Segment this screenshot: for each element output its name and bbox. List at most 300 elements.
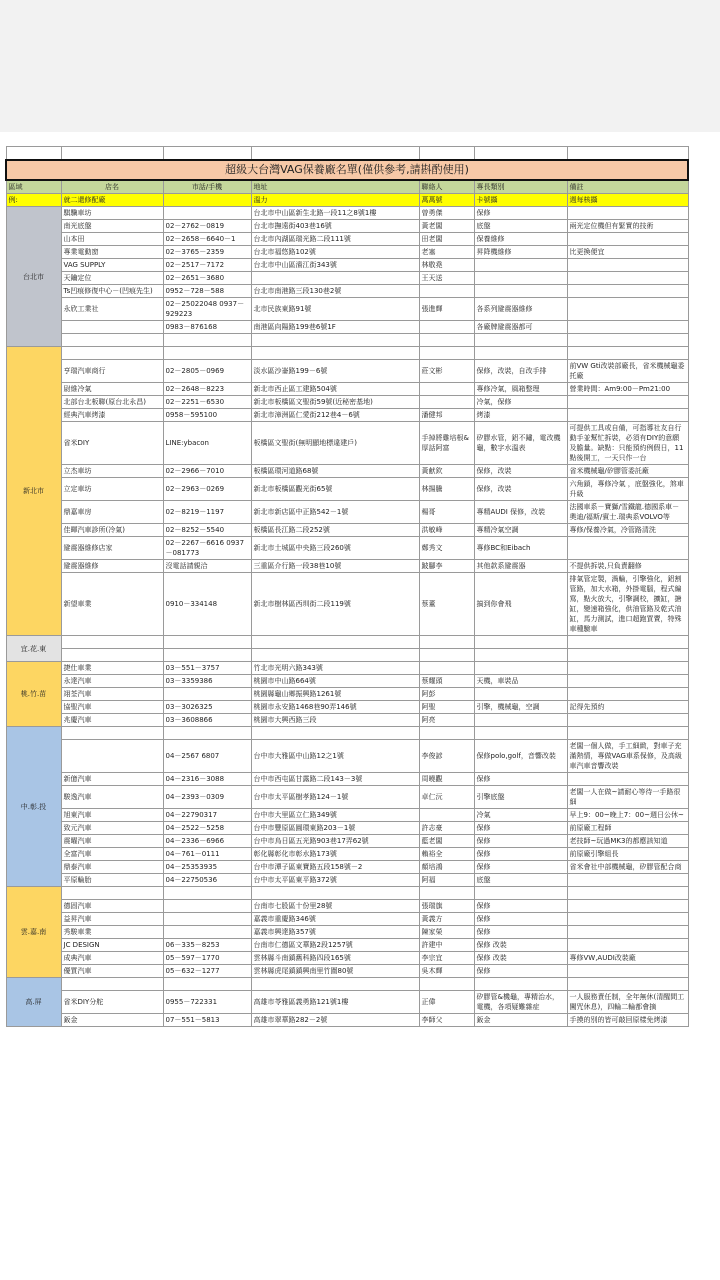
notes-cell: 省米機械龜/矽膠管委託廠 (567, 465, 688, 478)
notes-cell (567, 649, 688, 662)
address-cell: 新北市西止區工建路504號 (251, 383, 419, 396)
address-cell: 南港區向陽路199巷6號1F (251, 321, 419, 334)
shop-name-cell: 騏驥車坊 (61, 207, 163, 220)
sheet-title: 超級大台灣VAG保養廠名單(僅供參考,請斟酌使用) (6, 160, 688, 180)
shop-name-cell: 成典汽車 (61, 952, 163, 965)
table-row (6, 422, 688, 465)
notes-cell: 營業時間：Am9:00－Pm21:00 (567, 383, 688, 396)
address-cell: 新北市新店區中正路542－1號 (251, 501, 419, 524)
specialty-cell: 保修 (474, 773, 567, 786)
phone-cell: 04－2567 6807 (163, 740, 251, 773)
shop-name-cell: 北部台北板聯(原台北永昌) (61, 396, 163, 409)
notes-cell: 可提供工具或自備，可指導社友自行動手並幫忙拆裝，必須有DIY的意願及膽量。缺點：只能預約例假日，11點後開工，一天只作一台 (567, 422, 688, 465)
specialty-cell (474, 714, 567, 727)
address-cell: 新北市板橋區文聖街59號(近秘密基地) (251, 396, 419, 409)
table-row (6, 939, 688, 952)
phone-cell (163, 649, 251, 662)
specialty-cell: 保修 (474, 900, 567, 913)
phone-cell: 0910－334148 (163, 573, 251, 636)
shop-table (5, 146, 689, 1027)
shop-name-cell: 平原輪胎 (61, 874, 163, 887)
contact-cell (419, 636, 474, 649)
shop-name-cell: 亨瑞汽車商行 (61, 360, 163, 383)
shop-name-cell: 鼎泰汽車 (61, 861, 163, 874)
specialty-cell (474, 649, 567, 662)
shop-name-cell (61, 636, 163, 649)
phone-cell: 02－2762－0819 (163, 220, 251, 233)
contact-cell (419, 347, 474, 360)
table-row (6, 848, 688, 861)
phone-cell: 02－2966－7010 (163, 465, 251, 478)
phone-cell: 02－2251－6530 (163, 396, 251, 409)
address-cell: 板橋區長江路二段252號 (251, 524, 419, 537)
contact-cell (419, 383, 474, 396)
example-cell: 萬萬號 (419, 194, 474, 207)
specialty-cell: 專修冷氣，風箱整理 (474, 383, 567, 396)
table-row (6, 649, 688, 662)
shop-name-cell: 永欣工業社 (61, 298, 163, 321)
notes-cell: 兩光定位機但有緊實的技術 (567, 220, 688, 233)
shop-name-cell: Ts凹痕修復中心－(凹痕先生) (61, 285, 163, 298)
phone-cell: 05－632－1277 (163, 965, 251, 978)
contact-cell (419, 321, 474, 334)
address-cell: 新北市板橋區觀光街65號 (251, 478, 419, 501)
table-row (6, 675, 688, 688)
table-row (6, 874, 688, 887)
table-row (6, 573, 688, 636)
specialty-cell (474, 334, 567, 347)
contact-cell: 阿亮 (419, 714, 474, 727)
shop-name-cell (61, 334, 163, 347)
address-cell (251, 272, 419, 285)
specialty-cell: 保養維修 (474, 233, 567, 246)
top-blank-band (0, 0, 720, 132)
table-row (6, 298, 688, 321)
notes-cell (567, 636, 688, 649)
address-cell: 高雄市翠華路282－2號 (251, 1014, 419, 1027)
contact-cell (419, 809, 474, 822)
specialty-cell: 保修polo,golf，音響改裝 (474, 740, 567, 773)
title-row (6, 160, 688, 180)
phone-cell: 07－551－5813 (163, 1014, 251, 1027)
contact-cell: 張瑞旗 (419, 900, 474, 913)
table-row (6, 334, 688, 347)
address-cell: 彰化縣彰化市彰水路173號 (251, 848, 419, 861)
contact-cell (419, 978, 474, 991)
region-cell: 新北市 (6, 347, 61, 636)
contact-cell: 楊哥 (419, 501, 474, 524)
example-cell (163, 194, 251, 207)
table-row (6, 347, 688, 360)
specialty-cell: 矽膠管&機龜，專精治水，電機，各項疑難雜症 (474, 991, 567, 1014)
address-cell: 新北市樹林區西圳街二段119號 (251, 573, 419, 636)
phone-cell: 04－2522－5258 (163, 822, 251, 835)
specialty-cell: 昇降機維修 (474, 246, 567, 259)
specialty-cell: 保修 (474, 835, 567, 848)
notes-cell: 省米會社中部機械龜，矽膠管配合商 (567, 861, 688, 874)
notes-cell: 法國車系－寶獅/雪鐵龍.德國系車－奧迪/福斯/賓士.瑞典系VOLVO等 (567, 501, 688, 524)
shop-name-cell: 天鑰定位 (61, 272, 163, 285)
contact-cell: 卓仁沅 (419, 786, 474, 809)
specialty-cell: 專精冷氣空調 (474, 524, 567, 537)
contact-cell: 李宗宜 (419, 952, 474, 965)
notes-cell (567, 321, 688, 334)
spacer-row (6, 147, 688, 161)
specialty-cell (474, 887, 567, 900)
address-cell: 板橋區環河道路68號 (251, 465, 419, 478)
address-cell: 台南市七股區十份里28號 (251, 900, 419, 913)
contact-cell: 跛腳李 (419, 560, 474, 573)
notes-cell (567, 396, 688, 409)
specialty-cell: 冷氣，保修 (474, 396, 567, 409)
specialty-cell (474, 688, 567, 701)
phone-cell: 02－2648－8223 (163, 383, 251, 396)
notes-cell (567, 675, 688, 688)
specialty-cell: 烤漆 (474, 409, 567, 422)
table-row (6, 409, 688, 422)
specialty-cell: 保修，改裝，自改手排 (474, 360, 567, 383)
shop-name-cell: 德固汽車 (61, 900, 163, 913)
shop-name-cell: 避震器維修店家 (61, 537, 163, 560)
address-cell: 台中市西屯區甘露路二段143－3號 (251, 773, 419, 786)
address-cell: 台中市太平區樹孝路124－1號 (251, 786, 419, 809)
contact-cell: 顏培鴻 (419, 861, 474, 874)
address-cell: 台北市中山區濱江街343號 (251, 259, 419, 272)
specialty-cell: 保修 (474, 965, 567, 978)
address-cell: 三重區介行路一段38巷10號 (251, 560, 419, 573)
phone-cell: 03－3026325 (163, 701, 251, 714)
shop-name-cell: 山本田 (61, 233, 163, 246)
shop-name-cell (61, 740, 163, 773)
address-cell (251, 649, 419, 662)
notes-cell: 六角鎖，專修冷氣 ，底盤強化，煞車升級 (567, 478, 688, 501)
notes-cell: 前原廠工程師 (567, 822, 688, 835)
address-cell: 台中市烏日區五光路903巷17弄62號 (251, 835, 419, 848)
notes-cell (567, 874, 688, 887)
contact-cell (419, 396, 474, 409)
address-cell: 新北市土城區中央路三段260號 (251, 537, 419, 560)
phone-cell: 04－22790317 (163, 809, 251, 822)
phone-cell: 02－2658－6640－1 (163, 233, 251, 246)
phone-cell: 03－3359386 (163, 675, 251, 688)
address-cell (251, 636, 419, 649)
notes-cell (567, 727, 688, 740)
shop-name-cell (61, 347, 163, 360)
phone-cell: 04－22750536 (163, 874, 251, 887)
notes-cell (567, 272, 688, 285)
address-cell: 板橋區文聖街(無明顯地標違建戶) (251, 422, 419, 465)
phone-cell: 04－25353935 (163, 861, 251, 874)
shop-name-cell: 優質汽車 (61, 965, 163, 978)
phone-cell: 04－2393－0309 (163, 786, 251, 809)
notes-cell (567, 409, 688, 422)
notes-cell (567, 233, 688, 246)
address-cell: 北市民族東路91號 (251, 298, 419, 321)
notes-cell: 手摸的別的皆可敲回原樣免烤漆 (567, 1014, 688, 1027)
contact-cell: 潘健邦 (419, 409, 474, 422)
shop-name-cell: 永達汽車 (61, 675, 163, 688)
specialty-cell (474, 636, 567, 649)
notes-cell: 老闆一個人做，手工細緻，對車子充滿熱情，專做VAG車系保修，及高級車汽車音響改裝 (567, 740, 688, 773)
contact-cell: 手掉將雞培根&厚話阿富 (419, 422, 474, 465)
header-specialty: 專長類別 (474, 180, 567, 194)
table-row (6, 501, 688, 524)
table-row (6, 636, 688, 649)
contact-cell (419, 662, 474, 675)
region-cell: 台北市 (6, 207, 61, 347)
specialty-cell: 鈑金 (474, 1014, 567, 1027)
shop-name-cell: 經典汽車烤漆 (61, 409, 163, 422)
phone-cell (163, 978, 251, 991)
contact-cell: 洪敏峰 (419, 524, 474, 537)
shop-name-cell: 避震器維修 (61, 560, 163, 573)
contact-cell: 蔡董 (419, 573, 474, 636)
address-cell: 台中市太平區東平路372號 (251, 874, 419, 887)
contact-cell: 阿彭 (419, 688, 474, 701)
header-address: 地址 (251, 180, 419, 194)
shop-name-cell: 旭東汽車 (61, 809, 163, 822)
phone-cell: 02－2963－0269 (163, 478, 251, 501)
phone-cell (163, 727, 251, 740)
shop-name-cell: 新億汽車 (61, 773, 163, 786)
shop-name-cell: 立杰車坊 (61, 465, 163, 478)
shop-name-cell: 捷仕車業 (61, 662, 163, 675)
header-phone: 市話/手機 (163, 180, 251, 194)
address-cell: 桃園市大興西路三段 (251, 714, 419, 727)
phone-cell: 0958－595100 (163, 409, 251, 422)
notes-cell: 老技師~玩過MK3的都應該知道 (567, 835, 688, 848)
specialty-cell: 保修 (474, 861, 567, 874)
notes-cell (567, 537, 688, 560)
contact-cell: 曾勇傑 (419, 207, 474, 220)
table-row (6, 926, 688, 939)
phone-cell: 02－3765－2359 (163, 246, 251, 259)
table-row (6, 1014, 688, 1027)
contact-cell: 正偉 (419, 991, 474, 1014)
phone-cell: 02－25022048 0937－929223 (163, 298, 251, 321)
shop-name-cell: 駿逸汽車 (61, 786, 163, 809)
table-row (6, 662, 688, 675)
table-row (6, 809, 688, 822)
shop-name-cell (61, 978, 163, 991)
notes-cell (567, 662, 688, 675)
shop-name-cell: VAG SUPPLY (61, 259, 163, 272)
contact-cell: 許志豪 (419, 822, 474, 835)
table-row (6, 701, 688, 714)
shop-name-cell: 鈑金 (61, 1014, 163, 1027)
contact-cell (419, 649, 474, 662)
contact-cell: 吳木輝 (419, 965, 474, 978)
region-cell: 雲.嘉.南 (6, 887, 61, 978)
specialty-cell: 保修 (474, 848, 567, 861)
address-cell: 台北市中山區新生北路一段11之8號1樓 (251, 207, 419, 220)
shop-name-cell: 翊荃汽車 (61, 688, 163, 701)
table-row (6, 965, 688, 978)
specialty-cell: 底盤 (474, 220, 567, 233)
contact-cell: 黃献欽 (419, 465, 474, 478)
table-row (6, 560, 688, 573)
contact-cell: 蔡耀頭 (419, 675, 474, 688)
shop-name-cell: 南光底盤 (61, 220, 163, 233)
region-cell: 桃.竹.苗 (6, 662, 61, 727)
address-cell: 桃園市永安路1468巷90弄146號 (251, 701, 419, 714)
phone-cell (163, 636, 251, 649)
region-cell: 高.屏 (6, 978, 61, 1027)
specialty-cell: 搞到你會飛 (474, 573, 567, 636)
phone-cell (163, 900, 251, 913)
example-cell: 卡號攝 (474, 194, 567, 207)
contact-cell: 賴裕全 (419, 848, 474, 861)
example-cell: 週每核攝 (567, 194, 688, 207)
specialty-cell: 各系列避震器維修 (474, 298, 567, 321)
phone-cell: 04－2336－6966 (163, 835, 251, 848)
phone-cell: 03－3608866 (163, 714, 251, 727)
contact-cell: 陳家榮 (419, 926, 474, 939)
address-cell (251, 978, 419, 991)
notes-cell: 比更換便宜 (567, 246, 688, 259)
table-row (6, 887, 688, 900)
shop-name-cell: 致元汽車 (61, 822, 163, 835)
shop-name-cell: 省米DIY (61, 422, 163, 465)
specialty-cell: 專修BC和Eibach (474, 537, 567, 560)
address-cell: 竹北市光明六路343號 (251, 662, 419, 675)
table-row (6, 220, 688, 233)
table-row (6, 360, 688, 383)
phone-cell: 05－597－1770 (163, 952, 251, 965)
address-cell: 台北市南港路三段130巷2號 (251, 285, 419, 298)
phone-cell (163, 913, 251, 926)
notes-cell: 不提供拆裝,只負責翻修 (567, 560, 688, 573)
shop-name-cell: 全富汽車 (61, 848, 163, 861)
phone-cell (163, 334, 251, 347)
shop-name-cell: 省米DIY分舵 (61, 991, 163, 1014)
notes-cell: 早上9：00~晚上7：00~週日公休~ (567, 809, 688, 822)
phone-cell (163, 347, 251, 360)
table-row (6, 383, 688, 396)
specialty-cell: 天機，車裝品 (474, 675, 567, 688)
specialty-cell (474, 272, 567, 285)
contact-cell: 田老闆 (419, 233, 474, 246)
contact-cell: 李師父 (419, 1014, 474, 1027)
table-row (6, 786, 688, 809)
header-row (6, 180, 688, 194)
table-row (6, 835, 688, 848)
specialty-cell: 冷氣 (474, 809, 567, 822)
table-row (6, 321, 688, 334)
contact-cell: 林敬堯 (419, 259, 474, 272)
phone-cell: 02－8219－1197 (163, 501, 251, 524)
address-cell: 淡水區沙崙路199－6號 (251, 360, 419, 383)
specialty-cell: 保修 (474, 207, 567, 220)
phone-cell: 02－2267－6616 0937－081773 (163, 537, 251, 560)
contact-cell: 黃老闆 (419, 220, 474, 233)
table-row (6, 465, 688, 478)
contact-cell: 黃義方 (419, 913, 474, 926)
contact-cell: 莊文彬 (419, 360, 474, 383)
contact-cell (419, 887, 474, 900)
address-cell: 高雄市苓雅區義勇路121號1樓 (251, 991, 419, 1014)
table-row (6, 952, 688, 965)
address-cell: 台中市豐原區圓環東路203－1號 (251, 822, 419, 835)
shop-name-cell: 震曜汽車 (61, 835, 163, 848)
table-row (6, 246, 688, 259)
phone-cell: 0952－728－588 (163, 285, 251, 298)
notes-cell (567, 913, 688, 926)
notes-cell (567, 714, 688, 727)
phone-cell: 06－335－8253 (163, 939, 251, 952)
phone-cell: 02－8252－5540 (163, 524, 251, 537)
table-row (6, 272, 688, 285)
notes-cell (567, 887, 688, 900)
notes-cell: 前原廠引擎組長 (567, 848, 688, 861)
address-cell: 台北市撫遠街403巷16號 (251, 220, 419, 233)
specialty-cell: 各廠牌避震器都可 (474, 321, 567, 334)
contact-cell: 藍老闆 (419, 835, 474, 848)
notes-cell (567, 939, 688, 952)
table-row (6, 822, 688, 835)
contact-cell: 許建中 (419, 939, 474, 952)
contact-cell (419, 334, 474, 347)
phone-cell (163, 926, 251, 939)
specialty-cell: 專精AUDI 保修，改裝 (474, 501, 567, 524)
header-name: 店名 (61, 180, 163, 194)
specialty-cell: 矽膠水管，鋁不鏽，電改機龜，數字水溫表 (474, 422, 567, 465)
notes-cell (567, 926, 688, 939)
specialty-cell (474, 285, 567, 298)
region-cell: 宜.花.東 (6, 636, 61, 662)
contact-cell: 李俊諺 (419, 740, 474, 773)
phone-cell (163, 688, 251, 701)
example-row (6, 194, 688, 207)
shop-name-cell: 佳暉汽車診所(冷氣) (61, 524, 163, 537)
contact-cell: 阿聖 (419, 701, 474, 714)
shop-name-cell: 兆慶汽車 (61, 714, 163, 727)
specialty-cell: 保修 改裝 (474, 939, 567, 952)
specialty-cell: 保修 (474, 926, 567, 939)
address-cell: 新北市漳洲區仁愛街212巷4－6號 (251, 409, 419, 422)
contact-cell (419, 285, 474, 298)
phone-cell: 02－2805－0969 (163, 360, 251, 383)
specialty-cell (474, 978, 567, 991)
table-row (6, 259, 688, 272)
notes-cell: 老闆一人在做~請耐心等待一手路很細 (567, 786, 688, 809)
phone-cell: 04－2316－3088 (163, 773, 251, 786)
contact-cell: 周曉觀 (419, 773, 474, 786)
address-cell (251, 727, 419, 740)
table-row (6, 727, 688, 740)
phone-cell: 04－761－0111 (163, 848, 251, 861)
notes-cell (567, 298, 688, 321)
specialty-cell: 保修 改裝 (474, 952, 567, 965)
notes-cell (567, 688, 688, 701)
notes-cell: 前VW Gti改裝部廠長，省米機械龜委托廠 (567, 360, 688, 383)
phone-cell: 02－2651－3680 (163, 272, 251, 285)
table-row (6, 861, 688, 874)
shop-name-cell: 協聖汽車 (61, 701, 163, 714)
address-cell: 台北市福悠路102號 (251, 246, 419, 259)
notes-cell: 排氣管定製，渦輪，引擎強化，鋁割管路，加大水箱，外掛電腦，程式編寫，點火放大，引擎調校，擴缸，搪缸，變速箱強化，供油管路及乾式油缸，馬力測試，進口超跑買賣，特殊車種驗車 (567, 573, 688, 636)
table-row (6, 740, 688, 773)
notes-cell (567, 285, 688, 298)
phone-cell: 0983－876168 (163, 321, 251, 334)
shop-name-cell: 立定車坊 (61, 478, 163, 501)
shop-name-cell (61, 649, 163, 662)
shop-name-cell (61, 321, 163, 334)
shop-name-cell: 尉維冷氣 (61, 383, 163, 396)
table-row (6, 524, 688, 537)
notes-cell: 專修/保養冷氣，冷管路清洗 (567, 524, 688, 537)
specialty-cell: 保修 (474, 822, 567, 835)
